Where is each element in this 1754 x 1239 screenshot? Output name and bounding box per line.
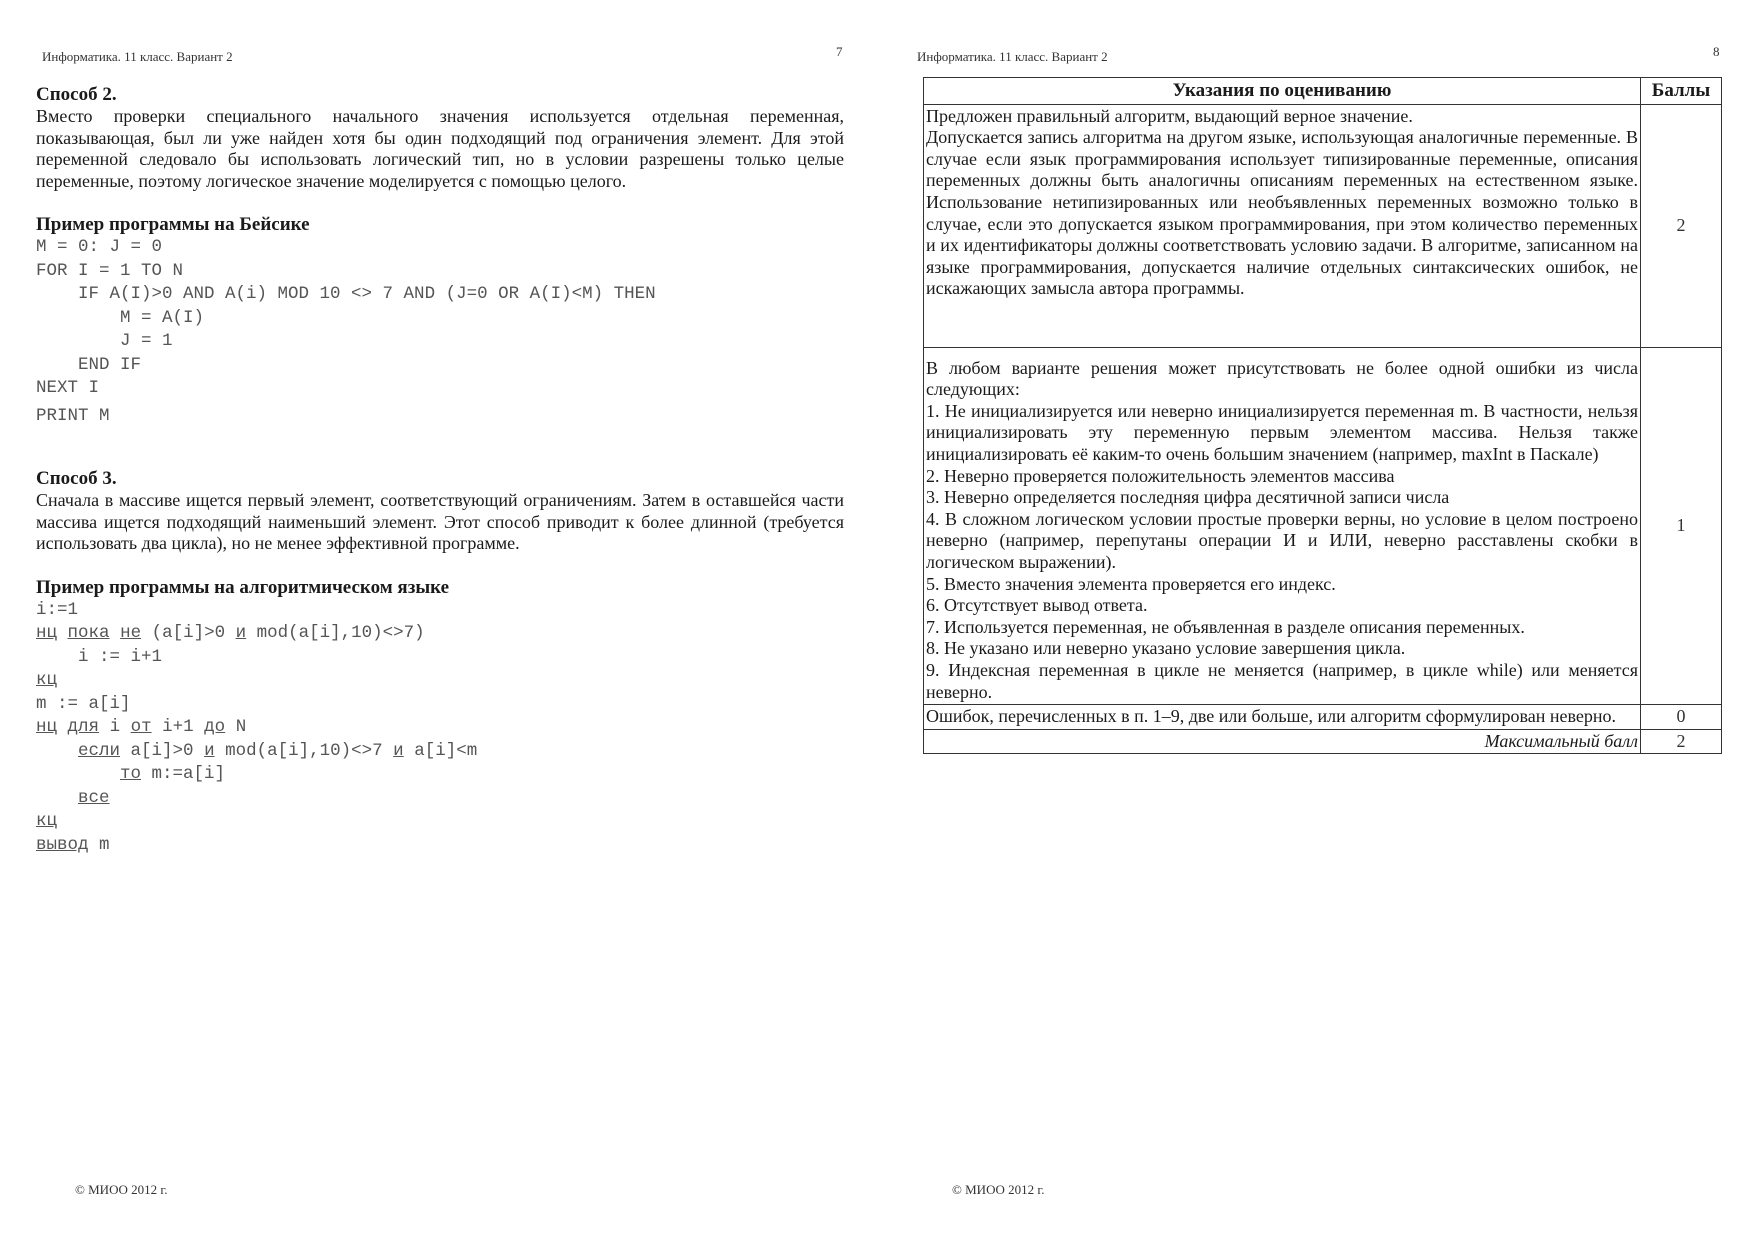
- method2-text: Вместо проверки специального начального значения используется отдельная переменная, показывающая, был ли уже найден хотя бы один подходящий под ограничения элемент. Для этой переменной следовало бы использовать логический тип, но в условии разрешены только целые переменные, поэтому логическое значение моделируется с помощью целого.: [36, 106, 844, 191]
- code-line: J = 1: [36, 331, 173, 351]
- code-line: то m:=a[i]: [120, 764, 226, 784]
- method3-text: Сначала в массиве ищется первый элемент, соответствующий ограничениям. Затем в оставшейся части массива ищется подходящий наименьший элемент. Этот способ приводит к более длинной (требуется использовать два цикла), но не менее эффективной программе.: [36, 490, 844, 553]
- algo-title: Пример программы на алгоритмическом языке: [36, 576, 450, 598]
- table-header-row: [924, 78, 1722, 105]
- page-footer: © МИОО 2012 г.: [952, 1182, 1045, 1197]
- criteria-cell: Ошибок, перечисленных в п. 1–9, две или больше, или алгоритм сформулирован неверно.: [924, 705, 1641, 730]
- algo-code: [36, 599, 844, 858]
- code-line: кц: [36, 811, 58, 831]
- code-line: M = 0: J = 0: [36, 237, 163, 257]
- criteria-cell: Предложен правильный алгоритм, выдающий верное значение. Допускается запись алгоритма на другом языке, использующая аналогичные переменные. В случае если язык программирования использует типизированные переменные, описания переменных должны быть аналогичны описаниям переменных на естественном языке. Использование нетипизированных или необъявленных переменных возможно только в случае, если это допускается языком программирования, при этом количество переменных и их идентификаторы должны соответствовать условию задачи. В алгоритме, записанном на языке программирования, допускается наличие отдельных синтаксических ошибок, не искажающих замысла автора программы.: [924, 104, 1641, 347]
- points-cell: 2: [1641, 104, 1722, 347]
- code-line: END IF: [36, 354, 142, 375]
- code-line: M = A(I): [36, 307, 205, 328]
- left-content: [36, 84, 844, 857]
- code-line: FOR I = 1 TO N: [36, 260, 184, 281]
- code-line: m := a[i]: [36, 693, 131, 714]
- basic-title: Пример программы на Бейсике: [36, 214, 310, 235]
- code-line: все: [78, 787, 110, 808]
- points-cell: 0: [1641, 705, 1722, 730]
- table-row: [924, 104, 1722, 347]
- code-line: если a[i]>0 и mod(a[i],10)<>7 и a[i]<m: [78, 740, 478, 761]
- points-cell: 1: [1641, 347, 1722, 705]
- col-criteria-header: Указания по оцениванию: [924, 78, 1641, 105]
- page-footer: © МИОО 2012 г.: [75, 1182, 168, 1197]
- basic-code: [36, 236, 844, 428]
- code-line: кц: [36, 670, 58, 690]
- code-line: i := i+1: [78, 646, 163, 667]
- method2-title: Способ 2.: [36, 84, 117, 105]
- code-line: вывод m: [36, 834, 110, 855]
- table-row: [924, 705, 1722, 730]
- page-number: 8: [1713, 44, 1720, 59]
- page-header: Информатика. 11 класс. Вариант 2: [42, 49, 233, 64]
- col-points-header: Баллы: [1641, 78, 1722, 105]
- method3-title: Способ 3.: [36, 468, 117, 489]
- code-line: PRINT M: [36, 405, 110, 426]
- page-header: Информатика. 11 класс. Вариант 2: [917, 49, 1108, 64]
- code-line: нц для i от i+1 до N: [36, 717, 247, 737]
- table-row: [924, 347, 1722, 705]
- grading-table: [923, 77, 1722, 754]
- max-score-row: [924, 729, 1722, 754]
- max-score-value: 2: [1641, 729, 1722, 754]
- code-line: i:=1: [36, 599, 79, 620]
- code-line: NEXT I: [36, 378, 100, 398]
- criteria-cell: В любом варианте решения может присутствовать не более одной ошибки из числа следующих: 1. Не инициализируется или неверно инициализируется переменная m. В частности, нельзя инициализировать эту переменную первым элементом массива. Нельзя также инициализировать её каким-то очень большим значением (например, maxInt в Паскале) 2. Неверно проверяется положительность элементов массива 3. Неверно определяется последняя цифра десятичной записи числа 4. В сложном логическом условии простые проверки верны, но условие в целом построено неверно (например, перепутаны операции И и ИЛИ, неверно расставлены скобки в логическом выражении). 5. Вместо значения элемента проверяется его индекс. 6. Отсутствует вывод ответа. 7. Используется переменная, не объявленная в разделе описания переменных. 8. Не указано или неверно указано условие завершения цикла. 9. Индексная переменная в цикле не меняется (например, в цикле while) или меняется неверно.: [924, 347, 1641, 705]
- page-number: 7: [836, 44, 843, 59]
- code-line: нц пока не (a[i]>0 и mod(a[i],10)<>7): [36, 623, 425, 643]
- max-score-label: Максимальный балл: [924, 729, 1641, 754]
- code-line: IF A(I)>0 AND A(i) MOD 10 <> 7 AND (J=0 OR A(I)<M) THEN: [36, 284, 656, 304]
- right-page: [877, 0, 1754, 1239]
